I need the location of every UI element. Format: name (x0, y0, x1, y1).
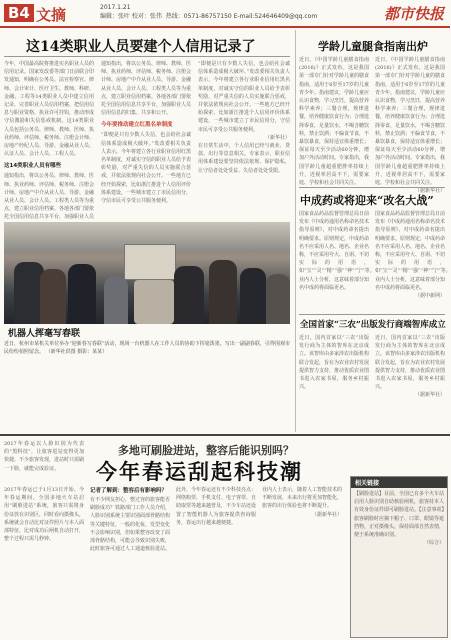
masthead (0, 0, 450, 28)
right-headline-3: 全国首家“三农”出版发行商端智库成立 (300, 320, 446, 330)
article-paragraph: “即便是只有少数人失信，也会给社会诚信体系造成极大破坏。”发改委相关负责人表示，今年将建立各行业职业信用红黑名单制度，对诚实守信的职业人员给予表彰奖励，对严重失信的人员实施联合惩戒，并依法依规向社会公开。一些地方已经开始探索，比如浙江推进个人信用评价体系建设，一些城市建立了市民信用分，守信市民可享受公共服务便利。 (198, 61, 290, 133)
section-divider (0, 434, 450, 436)
article-paragraph: 国家食品药品监督管理总局日前发布《中成药通用名称命名技术指导原则》，对中成药命名提出明确要求。原则规定，中成药命名不应采用人名、地名、企业名称，不应采用夸大、自诩、不切实际的用语，如“宝”“灵”“精”“强”“神”“宁”等。业内人士分析，这意味着部分知名中成药将面临更名。 (375, 211, 451, 291)
right-headline-2: 中成药或将迎来“改名大战” (300, 194, 434, 207)
bottom-intro (4, 440, 84, 470)
bottom-headline: 今年春运刮起科技潮 (96, 459, 303, 484)
article-paragraph: 业内人士表示，随着人工智能技术的不断发展，未来出行将更加智能化，旅客的出行体验也将不断提升。 (262, 487, 343, 510)
issue-date: 2017.1.21 (100, 4, 131, 11)
byline: （据新华社） (414, 188, 445, 195)
main-article-column (198, 60, 290, 220)
sidebar-text: 【刷脸进站】目前，全国已有多个火车站启用人脸识别自助核验闸机，旅客持本人有效身份证件即可刷脸进站。【注意事项】旅客刷脸时应摘下帽子、口罩、眼镜等遮挡物，正对摄像头，保持面部自然表情，便于系统准确识别。 (354, 491, 445, 539)
sidebar-box (350, 476, 448, 638)
article-subhead: 今年要推动建立红黑名单制度 (101, 122, 173, 129)
article-paragraph: 今年，中国最高院将推进实名职业人员的信用记录。国家发改委等部门日前联合印发通知，明确在公务员、法官检察官、律师、会计审计、医疗卫生、教师、科研、金融、工程等14类职业人员中建立信用记录，完善职业人员信用档案，把信用信息与职业资格、执业许可挂钩，推动形成守信激励和失信惩戒机制。这14类职业人员包括公务员、律师、教师、医师、执业药师、评估师、税务师、注册会计师、房地产经纪人员、导游、金融从业人员、认证人员、会计人员、工程人员。 (4, 61, 95, 158)
article-paragraph: 在日常生活中，个人信用已经与就业、贷款、出行等息息相关。专家表示，职业信用体系建设要坚持依法依规、保护隐私，让守信者处处受益、失信者处处受限。 (198, 143, 290, 174)
photo-caption-text: 近日，杭州市某机关单位举办“迎新春写春联”活动，现场一台机器人在工作人员的协助下挥毫泼墨，写出一副副春联，引得围观市民纷纷拍照留念。 (4, 341, 290, 356)
article-paragraph: 近日，国内首家以“三农”出版发行商为主体的智库在北京成立。该智库由多家涉农出版机构联合发起，旨在为农业农村发展提供智力支持，推动优质农业图书进入农家书屋，服务乡村振兴。 (299, 335, 370, 391)
divider (4, 56, 290, 57)
article-subhead: 这14类职业人员有哪些 (4, 163, 62, 170)
paper-name: 都市快报 (383, 5, 444, 23)
article-paragraph: 近日，国内首家以“三农”出版发行商为主体的智库在北京成立。该智库由多家涉农出版机构联合发起，旨在为农业农村发展提供智力支持，推动优质农业图书进入农家书屋，服务乡村振兴。 (375, 335, 446, 391)
article-paragraph: 有不少网友担心，整过容的旅客能否刷脸成功？铁路部门工作人员介绍，人脸识别系统主要识别面部骨骼结构等关键特征，一般的化妆、发型变化不会影响识别，但如果整容改变了面部骨骼结构，可能会导致识别失败，此时旅客可通过人工通道核验进站。 (90, 497, 171, 553)
right-article-3-column (375, 334, 445, 430)
article-paragraph: 此外，今年春运还有不少科技亮点：网络购票、手机支付、电子客票、自助取票等越来越普及，不少车站还设置了智能机器人为旅客提供咨询服务，春运出行越来越便捷。 (176, 487, 257, 526)
bottom-article-column (262, 486, 342, 636)
bottom-intro-text: 2017年春运以人脸识别为代表的“黑科技”，让旅客进站变得更加快捷。不少旅客发现，进站时只需刷一下脸，就能完成验证。 (4, 441, 85, 472)
byline: （据新华社） (414, 392, 445, 399)
photo-caption (4, 340, 290, 356)
photo-credit: （新华社供图 摄影：某某） (45, 349, 108, 356)
byline: （综合） (423, 540, 444, 547)
right-article-1-column (299, 56, 370, 187)
article-paragraph: “即便是只有少数人失信，也会给社会诚信体系造成极大破坏。”发改委相关负责人表示，今年将建立各行业职业信用红黑名单制度，对诚实守信的职业人员给予表彰奖励，对严重失信的人员实施联合惩戒，并依法依规向社会公开。一些地方已经开始探索，比如浙江推进个人信用评价体系建设，一些城市建立了市民信用分，守信市民可享受公共服务便利。 (101, 132, 192, 205)
article-subhead: 记者了解到：整容后有影响吗？ (90, 488, 168, 494)
section-name: 文摘 (36, 6, 67, 24)
divider (299, 187, 445, 188)
byline: （新华社） (264, 134, 290, 141)
article-paragraph: 国家食品药品监督管理总局日前发布《中成药通用名称命名技术指导原则》，对中成药命名提出明确要求。原则规定，中成药命名不应采用人名、地名、企业名称，不应采用夸大、自诩、不切实际的用语，如“宝”“灵”“精”“强”“神”“宁”等。业内人士分析，这意味着部分知名中成药将面临更名。 (299, 211, 375, 291)
article-paragraph: 2017年春运已于1月13日开始。今年春运期间，全国多地火车站启用“刷脸进站”系统，旅客只需将身份证放在识别区，同时看向摄像头，系统就会自动比对证件照片与本人面部特征，比对成功后闸机自动打开，整个过程只需几秒钟。 (4, 487, 85, 543)
photo-title: 机器人挥毫写春联 (8, 329, 81, 339)
article-paragraph: 通知指出，将以公务员、律师、教师、医师、执业药师、评估师、税务师、注册会计师、房地产中介从业人员、导游、金融从业人员、会计人员、工程类人员等为重点，建立职业信用档案。各地各部门要依托全国信用信息共享平台，加强职业人员 (4, 173, 95, 221)
news-photo (4, 222, 290, 324)
sidebar-title: 相关链接 (351, 477, 447, 488)
byline: （据新华社） (311, 511, 342, 518)
main-article-column (101, 60, 191, 220)
right-article-2-column (299, 210, 375, 310)
right-article-2-column (375, 210, 451, 310)
bottom-article-column (176, 486, 256, 636)
article-paragraph: 通知指出，将以公务员、律师、教师、医师、执业药师、评估师、税务师、注册会计师、房地产中介从业人员、导游、金融从业人员、会计人员、工程类人员等为重点，建立职业信用档案。各地各部门要依托全国信用信息共享平台，加强职业人员信用信息的归集、共享和公开。 (101, 61, 192, 117)
main-article-column (4, 60, 94, 220)
byline: （据中新网） (414, 293, 445, 300)
section-number: B4 (4, 4, 34, 22)
main-headline: 这14类职业人员要建个人信用记录了 (26, 39, 256, 55)
article-paragraph: 近日，《中国学龄儿童膳食指南(2016)》正式发布。这是我国第一部专门针对学龄儿童的膳食指南，适用于6岁至17岁的儿童青少年。指南建议，学龄儿童应认识食物，学习烹饪，提高营养科学素养；三餐合理，规律进餐，培养健康饮食行为；合理选择零食，足量饮水，不喝含糖饮料，禁止饮酒；不偏食节食，不暴饮暴食，保持适宜体重增长；保证每天至少活动60分钟，增加户外活动时间。专家指出，我国学龄儿童超重肥胖率持续上升，近视率居高不下，需要家庭、学校和社会共同关注。 (299, 57, 370, 187)
bottom-article-column (4, 486, 84, 636)
right-article-1-column (375, 56, 446, 195)
divider (299, 314, 445, 315)
masthead-info (100, 3, 317, 21)
article-paragraph: 近日，《中国学龄儿童膳食指南(2016)》正式发布。这是我国第一部专门针对学龄儿童的膳食指南，适用于6岁至17岁的儿童青少年。指南建议，学龄儿童应认识食物，学习烹饪，提高营养科学素养；三餐合理，规律进餐，培养健康饮食行为；合理选择零食，足量饮水，不喝含糖饮料，禁止饮酒；不偏食节食，不暴饮暴食，保持适宜体重增长；保证每天至少活动60分钟，增加户外活动时间。专家指出，我国学龄儿童超重肥胖率持续上升，近视率居高不下，需要家庭、学校和社会共同关注。 (375, 57, 446, 187)
column-divider (295, 30, 296, 432)
sidebar-body (351, 488, 447, 630)
bottom-article-column (90, 486, 170, 636)
right-headline-1: 学龄儿童腿食指南出炉 (318, 40, 428, 53)
right-article-3-column (299, 334, 369, 430)
editors: 编辑：张叶 校对：张伟 (100, 13, 162, 20)
bottom-kicker: 多地可刷脸进站，整容后能识别吗？ (118, 444, 294, 457)
contact-line: 热线：0571-86757150 E-mail:524646409@qq.com (165, 13, 318, 20)
